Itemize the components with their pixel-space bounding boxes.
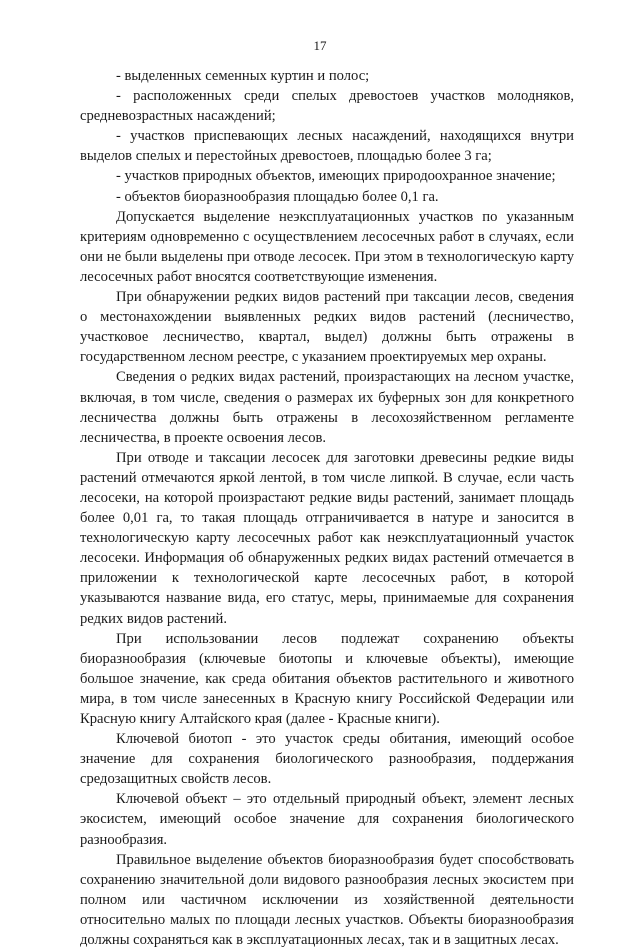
document-body: [80, 66, 574, 950]
paragraph-rare-species-inventory: При обнаружении редких видов растений при таксации лесов, сведения о местонахождении выявленных редких видов растений (лесничество, участковое лесничество, квартал, выдел) должны быть отражены в государственном лесном реестре, с указанием проектируемых мер охраны.: [80, 289, 574, 366]
paragraph-biodiversity-allocation: Правильное выделение объектов биоразнообразия будет способствовать сохранению значительной доли видового разнообразия лесных экосистем при полном или частичном исключении из хозяйственной деятельности относительно малых по площади лесных участков. Объекты биоразнообразия должны сохраняться как в эксплуатационных лесах, так и в защитных лесах.: [80, 851, 574, 949]
page-number: 17: [313, 38, 327, 53]
paragraph-biodiversity-conservation: При использовании лесов подлежат сохранению объекты биоразнообразия (ключевые биотопы и ключевые объекты), имеющие большое значение, как среда обитания объектов растительного и животного мира, в том числе занесенных в Красную книгу Российской Федерации или Красную книгу Алтайского края (далее - Красные книги).: [80, 630, 574, 727]
paragraph-key-object: Ключевой объект – это отдельный природный объект, элемент лесных экосистем, имеющий особое значение для сохранения биологического разнообразия.: [80, 791, 574, 848]
list-item-biodiversity-objects: - объектов биоразнообразия площадью более 0,1 га.: [116, 188, 439, 205]
paragraph-key-biotope: Ключевой биотоп - это участок среды обитания, имеющий особое значение для сохранения биологического разнообразия, поддержания средозащитных свойств лесов.: [80, 731, 574, 788]
list-item-young-stands: - расположенных среди спелых древостоев участков молодняков, средневозрастных насаждений;: [80, 88, 574, 125]
list-item-natural-objects: - участков природных объектов, имеющих природоохранное значение;: [116, 168, 556, 185]
paragraph-rare-species-regulations: Сведения о редких видах растений, произрастающих на лесном участке, включая, в том числе, сведения о размерах их буферных зон для конкретного лесничества должны быть отражены в лесохозяйственном регламенте лесничества, в проекте освоения лесов.: [80, 369, 574, 446]
paragraph-non-operational-areas: Допускается выделение неэксплуатационных участков по указанным критериям одновременно с осуществлением лесосечных работ в случаях, если они не были выделены при отводе лесосек. При этом в технологическую карту лесосечных работ вносятся соответствующие изменения.: [80, 208, 574, 285]
paragraph-rare-species-marking: При отводе и таксации лесосек для заготовки древесины редкие виды растений отмечаются яркой лентой, в том числе липкой. В случае, если часть лесосеки, на которой произрастают редкие виды растений, занимает площадь более 0,01 га, то такая площадь отграничивается в натуре и заносится в технологическую карту лесосечных работ как неэксплуатационный участок лесосеки. Информация об обнаруженных редких видах растений отмечается в приложении к технологической карте лесосечных работ, в которой указываются название вида, его статус, меры, принимаемые для сохранения редких видов растений.: [80, 449, 574, 627]
list-item-maturing-stands: - участков приспевающих лесных насаждений, находящихся внутри выделов спелых и перестойных древостоев, площадью более 3 га;: [80, 128, 574, 165]
list-item-seed-plots: - выделенных семенных куртин и полос;: [116, 68, 370, 84]
